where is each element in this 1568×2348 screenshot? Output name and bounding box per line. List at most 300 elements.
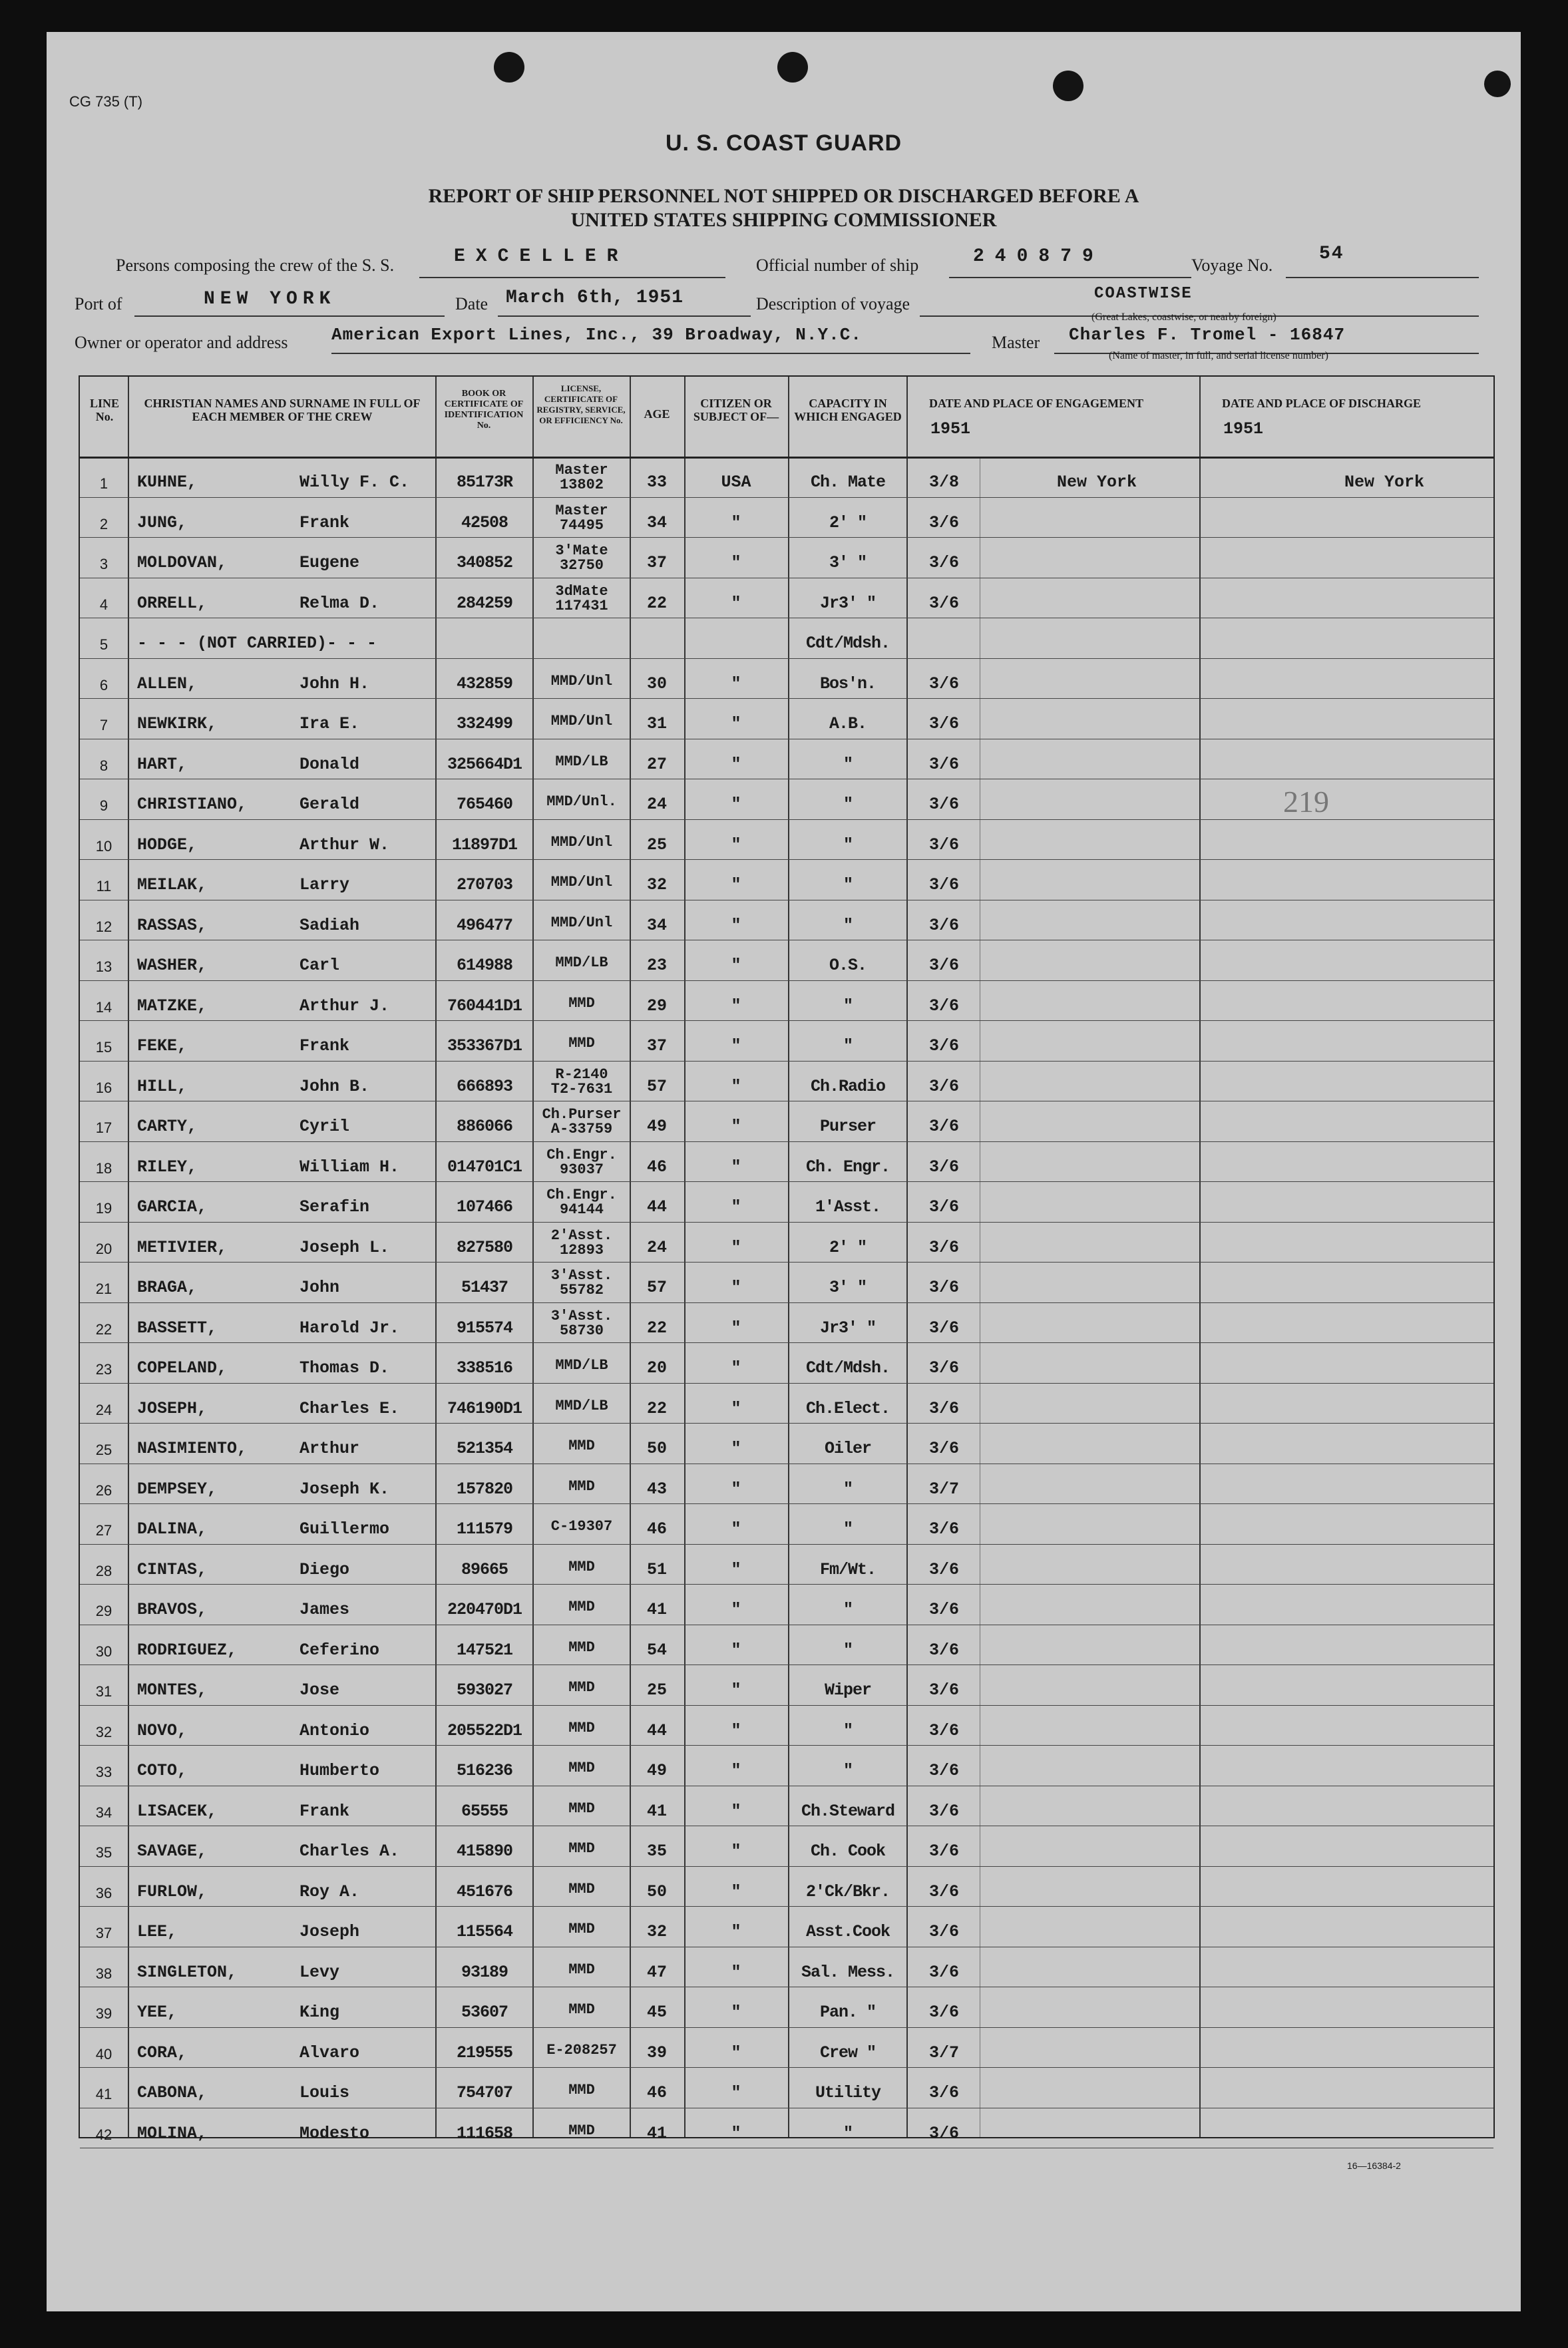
row-surname: ORRELL, [137, 593, 208, 613]
row-given-name: Larry [299, 875, 350, 894]
row-citizenship: " [731, 956, 741, 975]
row-capacity: Jr3' " [819, 1318, 876, 1338]
row-book-number: 111658 [456, 2123, 512, 2143]
row-license: 2'Asst. [550, 1227, 613, 1244]
row-age: 24 [646, 795, 667, 814]
row-given-name: Relma D. [299, 593, 380, 613]
header-license: LICENSE, CERTIFICATE OF REGISTRY, SERVICE, OR EFFICIENCY No. [536, 383, 626, 425]
row-surname: NOVO, [137, 1720, 188, 1740]
row-capacity: " [843, 2123, 853, 2143]
row-engagement-date: 3/6 [929, 835, 960, 855]
row-engagement-date: 3/6 [929, 553, 960, 572]
row-surname: ALLEN, [137, 674, 198, 693]
row-engagement-date: 3/6 [929, 1036, 960, 1056]
row-book-number: 325664D1 [447, 754, 522, 774]
row-age: 37 [646, 553, 667, 572]
row-engagement-date: 3/6 [929, 1559, 960, 1579]
header-book: BOOK OR CERTIFICATE OF IDENTIFICATION No. [444, 389, 524, 431]
row-age: 34 [646, 512, 667, 532]
owner-label: Owner or operator and address [75, 333, 288, 352]
row-line-number: 5 [99, 636, 108, 653]
row-capacity: " [843, 795, 853, 814]
row-given-name: Joseph [299, 1922, 360, 1941]
row-age: 25 [646, 1680, 667, 1700]
row-surname: METIVIER, [137, 1237, 228, 1257]
row-given-name: Charles E. [299, 1398, 400, 1418]
row-engagement-date: 3/6 [929, 1117, 960, 1136]
row-engagement-date: 3/6 [929, 1076, 960, 1096]
header-engagement: DATE AND PLACE OF ENGAGEMENT [929, 397, 1144, 410]
row-line-number: 11 [96, 878, 112, 894]
row-line-number: 21 [95, 1280, 112, 1297]
row-capacity: " [843, 835, 853, 855]
row-book-number: 93189 [461, 1962, 508, 1982]
row-given-name: Frank [299, 1801, 350, 1821]
row-surname: CINTAS, [137, 1559, 208, 1579]
date-label: Date [455, 294, 489, 313]
row-citizenship: " [731, 1881, 741, 1901]
row-book-number: 53607 [461, 2003, 508, 2022]
row-engagement-date: 3/6 [929, 956, 960, 975]
row-capacity: Ch. Cook [810, 1842, 886, 1861]
row-line-number: 1 [99, 475, 108, 492]
official-number-label: Official number of ship [756, 256, 919, 275]
row-capacity: Asst.Cook [805, 1922, 890, 1941]
row-age: 22 [646, 593, 667, 613]
row-license: Master [555, 502, 608, 519]
row-book-number: 157820 [456, 1479, 512, 1499]
row-given-name: Antonio [299, 1720, 370, 1740]
row-given-name: Donald [299, 754, 360, 774]
row-license: MMD/LB [555, 1357, 608, 1374]
row-capacity: " [843, 1600, 853, 1619]
row-license: MMD [568, 1760, 595, 1776]
row-engagement-date: 3/6 [929, 674, 960, 693]
row-capacity: " [843, 875, 853, 894]
row-book-number: 666893 [456, 1076, 512, 1096]
voyage-no-label: Voyage No. [1191, 256, 1273, 275]
row-given-name: Frank [299, 1036, 350, 1056]
row-citizenship: " [731, 2123, 741, 2143]
row-line-number: 35 [95, 1844, 112, 1861]
row-age: 22 [646, 1318, 667, 1338]
row-engagement-date: 3/6 [929, 795, 960, 814]
row-given-name: Eugene [299, 553, 360, 572]
owner-address: American Export Lines, Inc., 39 Broadway, N.Y.C. [331, 325, 862, 345]
row-given-name: Arthur J. [299, 996, 390, 1016]
row-citizenship: " [731, 835, 741, 855]
row-license: MMD/Unl [550, 833, 613, 851]
row-book-number: 521354 [456, 1439, 512, 1458]
description-label: Description of voyage [756, 294, 910, 313]
row-given-name: Guillermo [299, 1519, 390, 1539]
row-engagement-date: 3/6 [929, 1881, 960, 1901]
row-engagement-date: 3/6 [929, 754, 960, 774]
row-license: 117431 [555, 597, 608, 614]
row-citizenship: " [731, 1439, 741, 1458]
row-capacity: " [843, 1720, 853, 1740]
row-citizenship: " [731, 714, 741, 733]
row-given-name: Sadiah [299, 915, 360, 935]
row-given-name: Arthur W. [299, 835, 390, 855]
row-book-number: 593027 [456, 1680, 512, 1700]
row-line-number: 39 [95, 2005, 112, 2022]
row-license: MMD/Unl [550, 874, 613, 890]
row-capacity: Ch. Engr. [805, 1157, 890, 1177]
row-capacity: 2'Ck/Bkr. [805, 1881, 890, 1901]
row-book-number: 111579 [456, 1519, 512, 1539]
row-surname: BRAVOS, [137, 1600, 208, 1619]
row-license: T2-7631 [550, 1080, 613, 1097]
row-line-number: 31 [95, 1683, 112, 1700]
row-book-number: 496477 [456, 915, 512, 935]
row-age: 51 [646, 1559, 667, 1579]
row-capacity: Oiler [824, 1439, 871, 1458]
row-citizenship: " [731, 795, 741, 814]
row-engagement-date: 3/6 [929, 1962, 960, 1982]
row-capacity: 3' " [829, 553, 867, 572]
row-surname: YEE, [137, 2003, 178, 2022]
row-line-number: 26 [95, 1481, 112, 1499]
row-given-name: Ceferino [299, 1640, 380, 1660]
row-line-number: 6 [99, 676, 108, 693]
row-capacity: Pan. " [819, 2003, 876, 2022]
row-surname: MOLDOVAN, [137, 553, 228, 572]
row-age: 37 [646, 1036, 667, 1056]
row-surname: CABONA, [137, 2083, 208, 2102]
row-engagement-date: 3/6 [929, 1398, 960, 1418]
row-license: 3'Asst. [550, 1307, 613, 1324]
row-license: Master [555, 462, 608, 479]
row-license: 3'Asst. [550, 1267, 613, 1284]
row-citizenship: " [731, 2043, 741, 2062]
row-license: 32750 [559, 557, 604, 574]
row-license: MMD [568, 1800, 595, 1817]
row-surname: NASIMIENTO, [137, 1439, 248, 1458]
official-number: 240879 [973, 246, 1104, 267]
row-capacity: 2' " [829, 512, 867, 532]
row-citizenship: " [731, 915, 741, 935]
row-line-number: 37 [95, 1925, 112, 1941]
document-page [47, 32, 1521, 2311]
row-line-number: 25 [95, 1442, 112, 1458]
form-number: CG 735 (T) [69, 93, 143, 110]
row-engagement-date: 3/6 [929, 1600, 960, 1619]
row-surname: DALINA, [137, 1519, 208, 1539]
punch-hole [1053, 71, 1083, 101]
header-citizen: CITIZEN OR SUBJECT OF— [693, 397, 779, 423]
row-engagement-date: 3/6 [929, 1278, 960, 1297]
row-age: 46 [646, 2083, 667, 2102]
row-given-name: Harold Jr. [299, 1318, 400, 1338]
row-age: 33 [646, 473, 667, 492]
row-surname: NEWKIRK, [137, 714, 218, 733]
row-license: 74495 [559, 516, 604, 534]
row-license: 55782 [559, 1282, 604, 1298]
row-age: 41 [646, 2123, 667, 2143]
row-age: 46 [646, 1157, 667, 1177]
row-engagement-date: 3/7 [929, 1479, 960, 1499]
row-age: 41 [646, 1600, 667, 1619]
row-given-name: John H. [299, 674, 370, 693]
row-citizenship: " [731, 1559, 741, 1579]
row-surname: CARTY, [137, 1117, 198, 1136]
row-license: MMD [568, 1558, 595, 1575]
row-license: MMD/LB [555, 753, 608, 770]
date: March 6th, 1951 [506, 288, 684, 308]
row-age: 54 [646, 1640, 667, 1660]
row-engagement-date: 3/6 [929, 714, 960, 733]
footer-code: 16—16384-2 [1347, 2160, 1401, 2171]
row-age: 35 [646, 1842, 667, 1861]
row-age: 57 [646, 1278, 667, 1297]
row-book-number: 205522D1 [447, 1720, 522, 1740]
row-given-name: Arthur [299, 1439, 360, 1458]
port-label: Port of [75, 294, 122, 313]
row-book-number: 220470D1 [447, 1600, 522, 1619]
row-book-number: 765460 [456, 795, 512, 814]
row-surname: COTO, [137, 1761, 188, 1780]
row-citizenship: " [731, 1197, 741, 1217]
master-note: (Name of master, in full, and serial license number) [1109, 350, 1328, 361]
row-citizenship: " [731, 1720, 741, 1740]
row-given-name: Jose [299, 1680, 340, 1700]
row-citizenship: " [731, 996, 741, 1016]
row-age: 39 [646, 2043, 667, 2062]
row-age: 29 [646, 996, 667, 1016]
row-capacity: " [843, 754, 853, 774]
row-age: 23 [646, 956, 667, 975]
row-license: MMD [568, 1961, 595, 1978]
row-license: MMD/Unl [550, 713, 613, 729]
row-capacity: Cdt/Mdsh. [805, 634, 890, 653]
row-citizenship: " [731, 1922, 741, 1941]
crew-of-label: Persons composing the crew of the S. S. [116, 256, 395, 275]
row-age: 50 [646, 1439, 667, 1458]
row-line-number: 16 [95, 1079, 112, 1096]
row-line-number: 24 [95, 1401, 112, 1418]
row-given-name: Louis [299, 2083, 350, 2102]
header-capacity: CAPACITY IN WHICH ENGAGED [794, 397, 902, 423]
row-engagement-date: 3/7 [929, 2043, 960, 2062]
master-name: Charles F. Tromel - 16847 [1069, 325, 1346, 345]
row-capacity: Utility [815, 2083, 881, 2102]
row-surname: HILL, [137, 1076, 188, 1096]
row-line-number: 27 [95, 1522, 112, 1539]
row-given-name: Joseph L. [299, 1237, 390, 1257]
row-given-name: James [299, 1600, 350, 1619]
row-line-number: 20 [95, 1240, 112, 1257]
row-line-number: 7 [99, 717, 108, 733]
row-engagement-date: 3/6 [929, 1801, 960, 1821]
row-given-name: Ira E. [299, 714, 360, 733]
row-book-number: 516236 [456, 1761, 512, 1780]
row-surname: SINGLETON, [137, 1962, 238, 1982]
row-line-number: 42 [95, 2126, 112, 2143]
row-engagement-date: 3/6 [929, 1761, 960, 1780]
row-age: 47 [646, 1962, 667, 1982]
row-surname: CHRISTIANO, [137, 795, 248, 814]
row-surname: COPELAND, [137, 1358, 228, 1378]
row-license: MMD [568, 1840, 595, 1857]
row-age: 46 [646, 1519, 667, 1539]
row-given-name: Carl [299, 956, 340, 975]
row-license: A-33759 [550, 1121, 613, 1137]
row-license: Ch.Engr. [546, 1187, 617, 1203]
row-book-number: 614988 [456, 956, 512, 975]
row-citizenship: " [731, 1640, 741, 1660]
row-capacity: " [843, 1761, 853, 1780]
row-surname: HODGE, [137, 835, 198, 855]
row-engagement-date: 3/6 [929, 875, 960, 894]
row-book-number: 915574 [456, 1318, 512, 1338]
ship-name: EXCELLER [454, 246, 629, 267]
row-line-number: 36 [95, 1884, 112, 1901]
row-capacity: " [843, 1036, 853, 1056]
row-book-number: 432859 [456, 674, 512, 693]
row-line-number: 32 [95, 1723, 112, 1740]
row-citizenship: " [731, 1278, 741, 1297]
row-engagement-date: 3/6 [929, 1157, 960, 1177]
row-book-number: 147521 [456, 1640, 512, 1660]
row-license: MMD [568, 1599, 595, 1615]
row-engagement-date: 3/6 [929, 1439, 960, 1458]
row-license: 3dMate [555, 582, 608, 600]
row-age: 57 [646, 1076, 667, 1096]
row-license: MMD [568, 2122, 595, 2139]
row-age: 49 [646, 1117, 667, 1136]
row-age: 44 [646, 1197, 667, 1217]
row-surname: KUHNE, [137, 473, 198, 492]
row-capacity: Fm/Wt. [819, 1559, 876, 1579]
row-capacity: 1'Asst. [815, 1197, 881, 1217]
row-engagement-date: 3/6 [929, 996, 960, 1016]
row-license: 13802 [559, 477, 604, 493]
row-book-number: 340852 [456, 553, 512, 572]
row-age: 44 [646, 1720, 667, 1740]
row-license: MMD/Unl [550, 672, 613, 689]
row-engagement-date: 3/6 [929, 593, 960, 613]
row-capacity: " [843, 1519, 853, 1539]
row-citizenship: " [731, 1036, 741, 1056]
row-given-name: William H. [299, 1157, 400, 1177]
row-capacity: O.S. [829, 956, 867, 975]
row-engagement-date: 3/8 [929, 473, 960, 492]
row-book-number: 760441D1 [447, 996, 522, 1016]
row-book-number: 11897D1 [451, 835, 518, 855]
row-engagement-date: 3/6 [929, 1197, 960, 1217]
row-engagement-date: 3/6 [929, 1922, 960, 1941]
row-license: MMD [568, 1639, 595, 1656]
row-citizenship: " [731, 1318, 741, 1338]
row-engagement-date: 3/6 [929, 1842, 960, 1861]
row-capacity: Purser [819, 1117, 876, 1136]
row-given-name: Serafin [299, 1197, 370, 1217]
row-line-number: 18 [95, 1159, 112, 1177]
row-surname: MEILAK, [137, 875, 208, 894]
row-book-number: 284259 [456, 593, 512, 613]
row-line-number: 19 [95, 1200, 112, 1217]
row-citizenship: " [731, 1680, 741, 1700]
row-citizenship: " [731, 1157, 741, 1177]
row-license: 94144 [559, 1201, 604, 1218]
row-license: 58730 [559, 1322, 604, 1339]
row-license: 3'Mate [555, 542, 608, 559]
row-surname: GARCIA, [137, 1197, 208, 1217]
header-age: AGE [644, 407, 670, 421]
row-line-number: 23 [95, 1361, 112, 1378]
row-citizenship: " [731, 1398, 741, 1418]
row-surname: BASSETT, [137, 1318, 218, 1338]
row-given-name: Modesto [299, 2123, 370, 2143]
row-capacity: " [843, 996, 853, 1016]
row-license: MMD [568, 1719, 595, 1736]
row-book-number: 89665 [461, 1559, 508, 1579]
row-surname: FURLOW, [137, 1881, 208, 1901]
row-line-number: 41 [95, 2086, 112, 2102]
row-capacity: " [843, 1479, 853, 1499]
row-citizenship: " [731, 553, 741, 572]
row-license: Ch.Purser [542, 1106, 622, 1123]
row-engagement-date: 3/6 [929, 2083, 960, 2102]
row-license: MMD [568, 2082, 595, 2098]
header-names: CHRISTIAN NAMES AND SURNAME IN FULL OF EACH MEMBER OF THE CREW [144, 397, 421, 423]
row-surname: LEE, [137, 1922, 178, 1941]
row-line-number: 15 [95, 1039, 112, 1056]
row-given-name: Frank [299, 512, 350, 532]
row-age: 50 [646, 1881, 667, 1901]
row-age: 45 [646, 2003, 667, 2022]
row-engagement-place: New York [1057, 473, 1137, 492]
row-citizenship: " [731, 1519, 741, 1539]
row-capacity: Ch.Radio [810, 1076, 886, 1096]
row-book-number: 65555 [461, 1801, 508, 1821]
row-license: MMD/LB [555, 954, 608, 971]
row-engagement-date: 3/6 [929, 1680, 960, 1700]
header-line-no: LINE No. [89, 397, 119, 423]
row-capacity: Ch.Elect. [805, 1398, 890, 1418]
row-given-name: Alvaro [299, 2043, 360, 2062]
row-age: 27 [646, 754, 667, 774]
row-engagement-date: 3/6 [929, 2123, 960, 2143]
row-book-number: 886066 [456, 1117, 512, 1136]
row-capacity: Jr3' " [819, 593, 876, 613]
row-license: MMD [568, 1921, 595, 1937]
row-surname: JUNG, [137, 512, 188, 532]
row-surname: CORA, [137, 2043, 188, 2062]
row-given-name: John B. [299, 1076, 370, 1096]
row-engagement-date: 3/6 [929, 1318, 960, 1338]
row-line-number: 28 [95, 1562, 112, 1579]
row-book-number: 42508 [461, 512, 508, 532]
row-license: MMD [568, 1035, 595, 1052]
row-book-number: 014701C1 [447, 1157, 522, 1177]
row-citizenship: " [731, 1076, 741, 1096]
master-label: Master [992, 333, 1040, 352]
row-age: 24 [646, 1237, 667, 1257]
row-surname: LISACEK, [137, 1801, 218, 1821]
row-line-number: 17 [95, 1119, 112, 1136]
row-surname: FEKE, [137, 1036, 188, 1056]
row-citizenship: " [731, 754, 741, 774]
row-age: 32 [646, 1922, 667, 1941]
row-book-number: 51437 [461, 1278, 508, 1297]
row-line-number: 9 [99, 797, 108, 814]
row-citizenship: " [731, 2083, 741, 2102]
row-engagement-date: 3/6 [929, 1720, 960, 1740]
row-citizenship: " [731, 512, 741, 532]
row-capacity: 2' " [829, 1237, 867, 1257]
